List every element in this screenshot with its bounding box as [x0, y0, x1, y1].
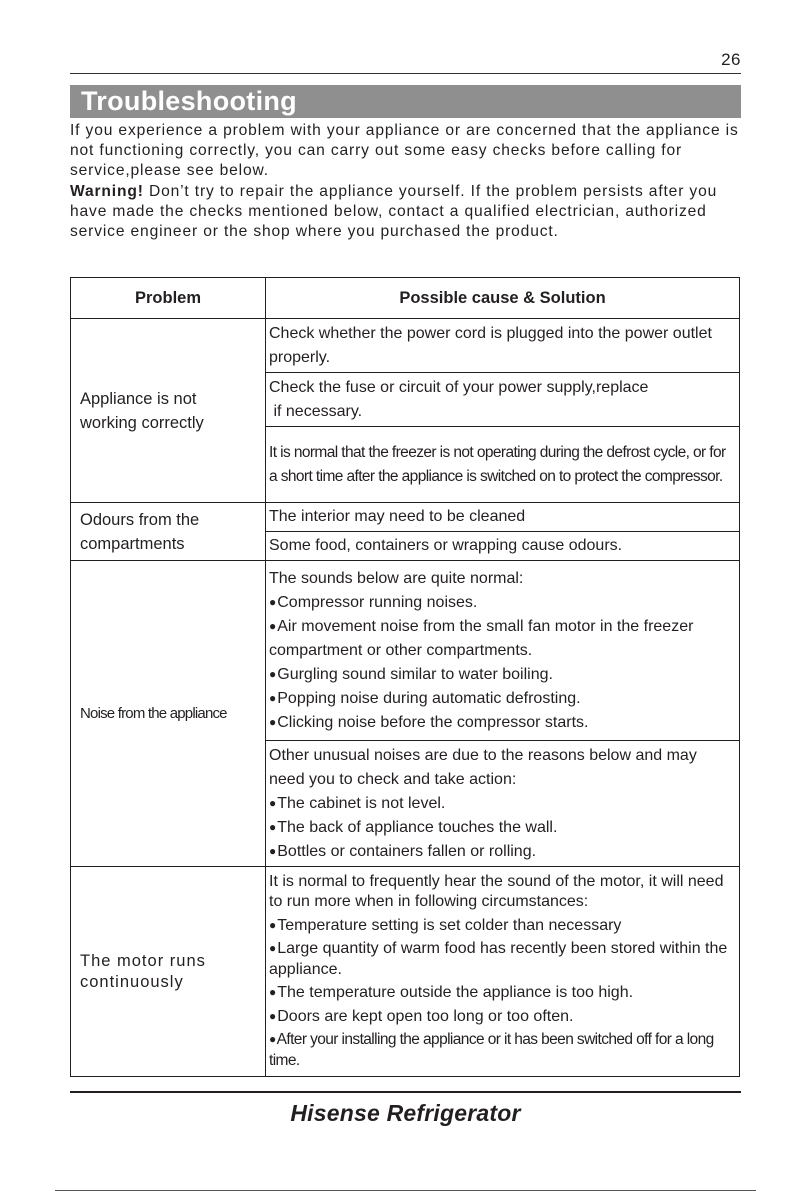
solution-bullet: ● The temperature outside the appliance is too high. — [269, 983, 735, 1004]
solution-cell — [266, 532, 740, 561]
solution-bullet: ● The cabinet is not level. — [269, 792, 735, 816]
solution-line: Check the fuse or circuit of your power supply,replace — [269, 378, 649, 396]
section-title: Troubleshooting — [81, 86, 297, 116]
solution-bullet: ● Doors are kept open too long or too often. — [269, 1007, 735, 1028]
section-title-bar — [70, 85, 741, 118]
solution-cell — [266, 373, 740, 427]
solution-bullet: ● Clicking noise before the compressor starts. — [269, 711, 735, 735]
solution-cell — [266, 561, 740, 741]
table-row — [71, 503, 740, 532]
problem-cell: Odours from the compartments — [71, 503, 266, 561]
solution-bullet: ● Popping noise during automatic defrosting. — [269, 687, 735, 711]
problem-cell: The motor runs continuously — [71, 867, 266, 1077]
solution-bullet: ● After your installing the appliance or it has been switched off for a long time. — [269, 1030, 735, 1071]
warning-label: Warning! — [70, 182, 144, 200]
solution-line: if necessary. — [269, 402, 363, 420]
intro-text-block — [70, 121, 750, 242]
problem-cell: Noise from the appliance — [71, 561, 266, 867]
page-number: 26 — [721, 50, 741, 69]
top-divider — [70, 73, 741, 74]
warning-paragraph — [70, 182, 750, 243]
warning-text: Don’t try to repair the appliance yourself. If the problem persists after you have made the checks mentioned below, contact a qualified electrician, authorized service engineer or the shop where you purchased the product. — [70, 182, 718, 241]
intro-paragraph: If you experience a problem with your appliance or are concerned that the appliance is not functioning correctly, you can carry out some easy checks before calling for service,please see below. — [70, 122, 739, 180]
solution-cell — [266, 427, 740, 503]
solution-line: It is normal that the freezer is not operating during the defrost cycle, or for a short time after the appliance is switched on to protect the compressor. — [269, 443, 726, 485]
solution-bullet: ● Air movement noise from the small fan motor in the freezer compartment or other compartments. — [269, 615, 735, 663]
brand-footer: Hisense Refrigerator — [290, 1100, 521, 1126]
solution-bullet: ● Compressor running noises. — [269, 591, 735, 615]
solution-line: Check whether the power cord is plugged into the power outlet properly. — [269, 324, 712, 366]
solution-bullet: ● Bottles or containers fallen or rolling. — [269, 840, 735, 864]
troubleshooting-table — [70, 277, 740, 1077]
table-row — [71, 319, 740, 373]
solution-line: Other unusual noises are due to the reasons below and may need you to check and take action: — [269, 746, 697, 788]
header-problem: Problem — [71, 278, 266, 319]
solution-line: The interior may need to be cleaned — [269, 508, 526, 525]
table-row — [71, 561, 740, 741]
solution-cell — [266, 867, 740, 1077]
solution-bullet: ● Large quantity of warm food has recently been stored within the appliance. — [269, 939, 735, 980]
solution-cell — [266, 319, 740, 373]
solution-cell — [266, 741, 740, 867]
solution-line: The sounds below are quite normal: — [269, 569, 524, 587]
bottom-divider — [70, 1091, 741, 1093]
solution-bullet: ● The back of appliance touches the wall. — [269, 816, 735, 840]
solution-bullet: ● Temperature setting is set colder than necessary — [269, 916, 735, 937]
solution-cell — [266, 503, 740, 532]
solution-bullet: ● Gurgling sound similar to water boiling. — [269, 663, 735, 687]
problem-cell: Appliance is not working correctly — [71, 319, 266, 503]
solution-line: Some food, containers or wrapping cause odours. — [269, 537, 623, 554]
table-header-row — [71, 278, 740, 319]
solution-line: It is normal to frequently hear the sound of the motor, it will need to run more when in following circumstances: — [269, 872, 724, 911]
header-solution: Possible cause & Solution — [266, 278, 740, 319]
table-row — [71, 867, 740, 1077]
